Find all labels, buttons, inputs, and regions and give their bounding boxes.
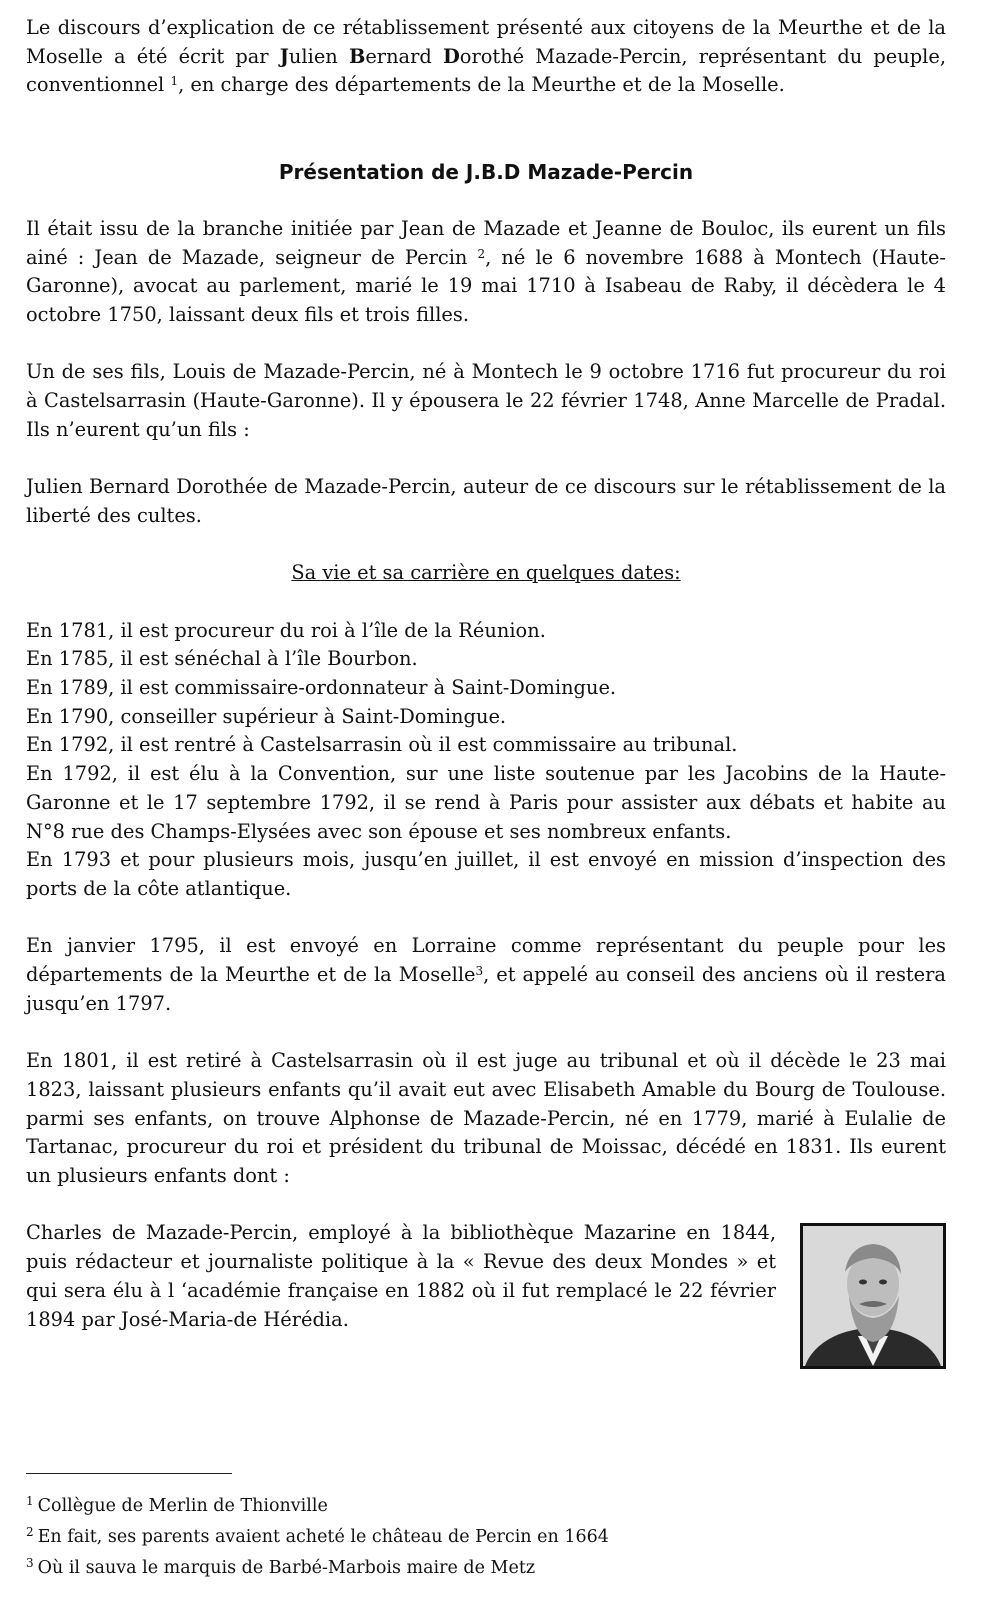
intro-text-d: orothé Mazade-Percin, représentant du peuple, conventionnel xyxy=(26,44,946,97)
lorraine-paragraph xyxy=(26,932,946,1018)
lineage-text-a: Il était issu de la branche initiée par Jean de Mazade et Jeanne de Bouloc, ils eurent un fils ainé : Jean de Mazade, seigneur de Percin xyxy=(26,216,946,269)
career-item: En 1789, il est commissaire-ordonnateur à Saint-Domingue. xyxy=(26,676,617,700)
career-item: En 1792, il est élu à la Convention, sur une liste soutenue par les Jacobins de la Haute-Garonne et le 17 septembre 1792, il se rend à Paris pour assister aux débats et habite au N°8 rue des Champs-Elysées avec son épouse et ses nombreux enfants. xyxy=(26,762,946,843)
footnote-number: 2 xyxy=(26,1525,34,1539)
career-item: En 1785, il est sénéchal à l’île Bourbon. xyxy=(26,647,418,671)
footnote-ref-3: 3 xyxy=(475,964,484,979)
portrait-photo xyxy=(800,1223,946,1369)
footnote-ref-1: 1 xyxy=(170,74,179,89)
lineage-paragraph-1 xyxy=(26,215,946,330)
retirement-paragraph: En 1801, il est retiré à Castelsarrasin où il est juge au tribunal et où il décède le 23 mai 1823, laissant plusieurs enfants qu’il avait eut avec Elisabeth Amable du Bourg de Toulouse. parmi ses enfants, on trouve Alphonse de Mazade-Percin, né en 1779, marié à Eulalie de Tartanac, procureur du roi et président du tribunal de Moissac, décédé en 1831. Ils eurent un plusieurs enfants dont : xyxy=(26,1049,946,1187)
footnote-number: 1 xyxy=(26,1494,34,1508)
intro-text-end: , en charge des départements de la Meurthe et de la Moselle. xyxy=(178,73,785,97)
section-title: Présentation de J.B.D Mazade-Percin xyxy=(278,159,694,184)
intro-text-j: ulien xyxy=(288,44,349,68)
portrait-icon xyxy=(803,1226,943,1366)
footnote-item xyxy=(26,1491,926,1522)
initial-d: D xyxy=(442,44,460,68)
lineage-paragraph-2: Un de ses fils, Louis de Mazade-Percin, né à Montech le 9 octobre 1716 fut procureur du roi à Castelsarrasin (Haute-Garonne). Il y épousera le 22 février 1748, Anne Marcelle de Pradal. Ils n’eurent qu’un fils : xyxy=(26,360,946,441)
charles-paragraph: Charles de Mazade-Percin, employé à la bibliothèque Mazarine en 1844, puis rédacteur et journaliste politique à la « Revue des deux Mondes » et qui sera élu à l ‘académie française en 1882 où il fut remplacé le 22 février 1894 par José-Maria-de Hérédia. xyxy=(26,1221,776,1331)
footnote-text: Où il sauva le marquis de Barbé-Marbois maire de Metz xyxy=(37,1558,536,1578)
footnote-item xyxy=(26,1522,926,1553)
intro-text: Le discours d’explication de ce rétablissement présenté aux citoyens de la Meurthe et de la Moselle a été écrit par xyxy=(26,16,946,68)
footnote-number: 3 xyxy=(26,1556,34,1570)
career-item: En 1790, conseiller supérieur à Saint-Domingue. xyxy=(26,704,507,728)
footnotes xyxy=(26,1491,926,1584)
footnote-text: Collègue de Merlin de Thionville xyxy=(37,1496,328,1516)
footnote-item xyxy=(26,1553,926,1584)
intro-paragraph xyxy=(26,14,946,100)
footnote-ref-2: 2 xyxy=(477,246,486,261)
career-item: En 1792, il est rentré à Castelsarrasin où il est commissaire au tribunal. xyxy=(26,733,738,757)
initial-b: B xyxy=(348,44,366,68)
lineage-text-b: , né le 6 novembre 1688 à Montech (Haute-Garonne), avocat au parlement, marié le 19 mai 1710 à Isabeau de Raby, il décèdera le 4 octobre 1750, laissant deux fils et trois filles. xyxy=(26,245,946,326)
lorraine-text-a: En janvier 1795, il est envoyé en Lorraine comme représentant du peuple pour les départements de la Meurthe et de la Moselle xyxy=(26,934,946,987)
career-item: En 1781, il est procureur du roi à l’île de la Réunion. xyxy=(26,618,546,642)
document-page xyxy=(26,14,946,1369)
career-title: Sa vie et sa carrière en quelques dates: xyxy=(291,561,681,585)
footnote-separator xyxy=(26,1473,232,1474)
career-item: En 1793 et pour plusieurs mois, jusqu’en juillet, il est envoyé en mission d’inspection des ports de la côte atlantique. xyxy=(26,848,946,900)
lineage-paragraph-3: Julien Bernard Dorothée de Mazade-Percin, auteur de ce discours sur le rétablissement de la liberté des cultes. xyxy=(26,475,946,527)
footnote-text: En fait, ses parents avaient acheté le château de Percin en 1664 xyxy=(37,1527,609,1547)
charles-section xyxy=(26,1219,946,1369)
lorraine-text-b: , et appelé au conseil des anciens où il restera jusqu’en 1797. xyxy=(26,963,946,1015)
intro-text-b: ernard xyxy=(365,44,443,68)
initial-j: J xyxy=(279,44,289,68)
